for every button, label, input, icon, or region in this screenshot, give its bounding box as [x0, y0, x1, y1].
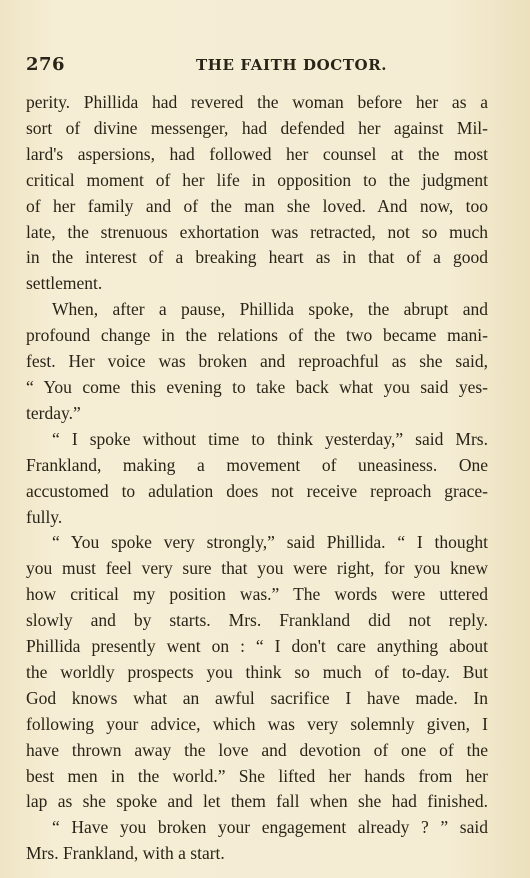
- text-line: fully.: [26, 506, 63, 527]
- text-line: how critical my position was.” The words were uttered: [26, 584, 488, 605]
- text-line: lap as she spoke and let them fall when she had finished.: [26, 791, 488, 812]
- text-line: have thrown away the love and devotion of one of the: [26, 739, 488, 760]
- text-line: “ Have you broken your engagement already ? ” said: [52, 817, 488, 838]
- text-line: Frankland, making a movement of uneasiness. One: [26, 454, 488, 475]
- text-line: following your advice, which was very solemnly given, I: [26, 713, 488, 734]
- text-line: “ You come this evening to take back what you said yes-: [26, 376, 488, 397]
- page-number: 276: [26, 54, 66, 75]
- text-line: settlement.: [26, 273, 103, 294]
- text-line: terday.”: [26, 402, 81, 423]
- text-line: lard's aspersions, had followed her counsel at the most: [26, 143, 488, 164]
- text-line: God knows what an awful sacrifice I have made. In: [26, 687, 488, 708]
- text-line: perity. Phillida had revered the woman before her as a: [26, 92, 488, 112]
- text-line: of her family and of the man she loved. And now, too: [26, 195, 488, 216]
- text-line: profound change in the relations of the two became mani-: [26, 325, 488, 346]
- text-line: the worldly prospects you think so much of to-day. But: [26, 661, 488, 682]
- text-line: fest. Her voice was broken and reproachful as she said,: [26, 351, 488, 372]
- text-line: you must feel very sure that you were right, for you knew: [26, 558, 488, 579]
- text-line: “ You spoke very strongly,” said Phillida. “ I thought: [52, 532, 488, 553]
- text-line: “ I spoke without time to think yesterday,” said Mrs.: [52, 428, 488, 449]
- running-title: THE FAITH DOCTOR.: [196, 56, 388, 74]
- text-line: When, after a pause, Phillida spoke, the abrupt and: [52, 299, 488, 320]
- text-line: slowly and by starts. Mrs. Frankland did not reply.: [26, 610, 488, 631]
- text-line: sort of divine messenger, had defended her against Mil-: [26, 117, 488, 138]
- text-line: Mrs. Frankland, with a start.: [26, 843, 225, 864]
- text-line: best men in the world.” She lifted her hands from her: [26, 765, 488, 786]
- page-header: [26, 54, 488, 78]
- text-line: late, the strenuous exhortation was retracted, not so much: [26, 221, 488, 242]
- text-line: in the interest of a breaking heart as in that of a good: [26, 247, 488, 268]
- text-line: critical moment of her life in opposition to the judgment: [26, 169, 488, 190]
- text-line: Phillida presently went on : “ I don't care anything about: [26, 636, 488, 657]
- text-line: accustomed to adulation does not receive reproach grace-: [26, 480, 488, 501]
- body-text: [26, 90, 488, 867]
